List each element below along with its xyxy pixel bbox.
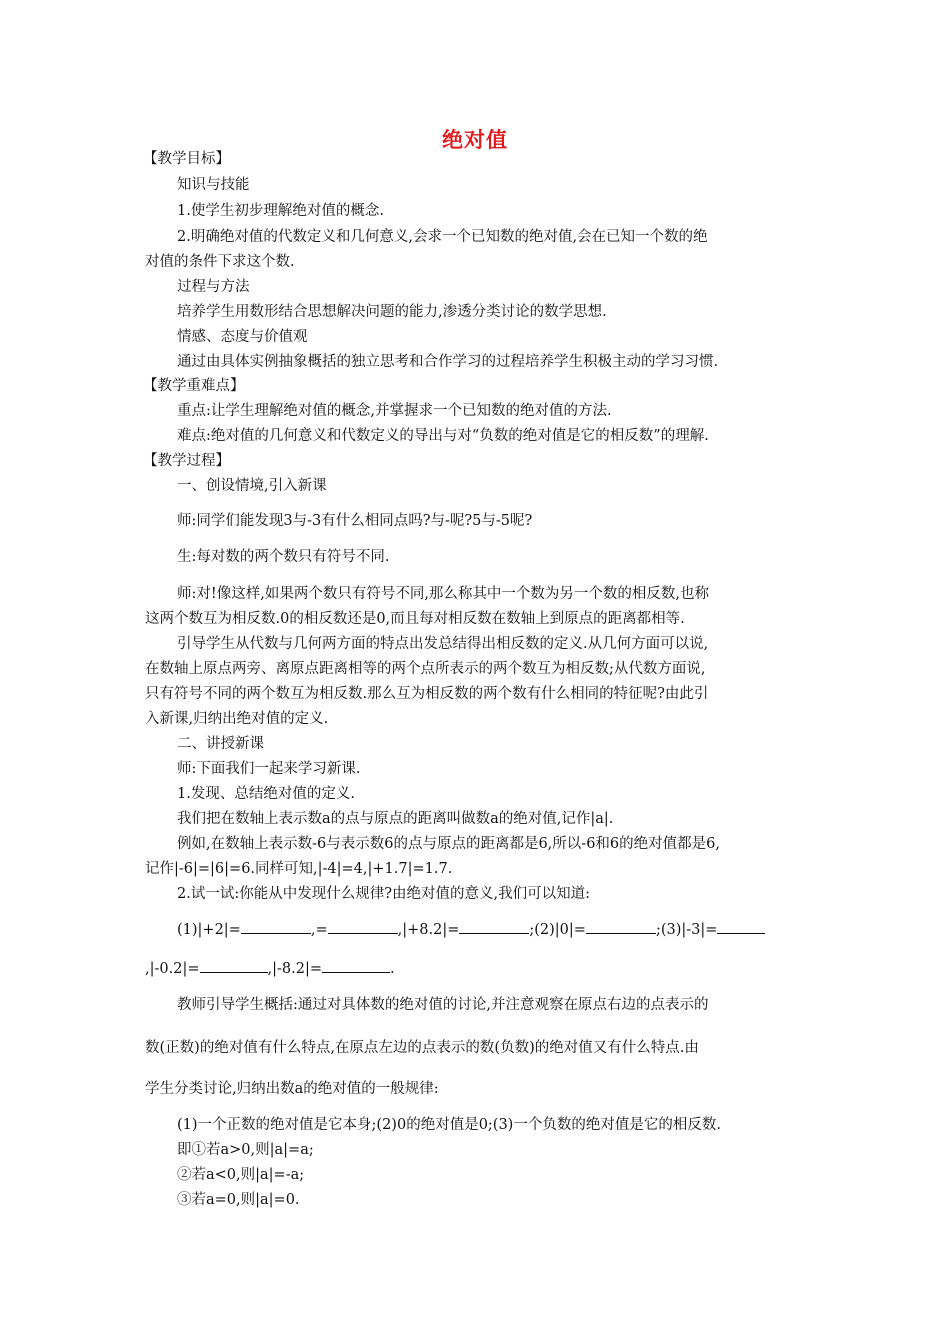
document-title: 绝对值 (442, 128, 508, 152)
rule-case-zero: ③若a=0,则|a|=0. (177, 1192, 300, 1208)
subheading-knowledge-skills: 知识与技能 (177, 177, 250, 193)
rule-case-negative: ②若a<0,则|a|=-a; (177, 1167, 305, 1183)
exercise-text: ,= (310, 922, 328, 938)
paragraph-line: 2.试一试:你能从中发现什么规律?由绝对值的意义,我们可以知道: (177, 886, 590, 902)
rule-summary: (1)一个正数的绝对值是它本身;(2)0的绝对值是0;(3)一个负数的绝对值是它的相反数. (177, 1117, 721, 1133)
paragraph-line: 这两个数互为相反数.0的相反数还是0,而且每对相反数在数轴上到原点的距离都相等. (145, 611, 685, 627)
paragraph-line: 师:对!像这样,如果两个数只有符号不同,那么称其中一个数为另一个数的相反数,也称 (177, 586, 710, 602)
subheading-process-method: 过程与方法 (177, 279, 250, 295)
paragraph-line: 通过由具体实例抽象概括的独立思考和合作学习的过程培养学生积极主动的学习习惯. (177, 354, 719, 370)
answer-blank[interactable] (200, 958, 268, 973)
paragraph-line: 1.发现、总结绝对值的定义. (177, 786, 355, 802)
paragraph-line: 引导学生从代数与几何两方面的特点出发总结得出相反数的定义.从几何方面可以说, (177, 636, 709, 652)
rule-case-positive: 即①若a>0,则|a|=a; (177, 1142, 314, 1158)
exercise-text: ;(3)|-3|= (655, 922, 718, 938)
section-heading-key-points: 【教学重难点】 (143, 378, 245, 394)
answer-blank[interactable] (241, 919, 311, 934)
subheading-part-two: 二、讲授新课 (177, 736, 264, 752)
paragraph-line: 记作|-6|=|6|=6.同样可知,|-4|=4,|+1.7|=1.7. (145, 861, 453, 877)
paragraph-line: 师:下面我们一起来学习新课. (177, 761, 361, 777)
paragraph-line: 难点:绝对值的几何意义和代数定义的导出与对“负数的绝对值是它的相反数”的理解. (177, 428, 709, 444)
exercise-line-1 (177, 919, 765, 940)
answer-blank[interactable] (322, 958, 390, 973)
paragraph-line: 培养学生用数形结合思想解决问题的能力,渗透分类讨论的数学思想. (177, 304, 607, 320)
exercise-text: ,|-0.2|= (145, 961, 200, 977)
paragraph-line: 2.明确绝对值的代数定义和几何意义,会求一个已知数的绝对值,会在已知一个数的绝 (177, 229, 708, 245)
paragraph-line: 学生分类讨论,归纳出数a的绝对值的一般规律: (145, 1081, 439, 1097)
exercise-line-2 (145, 958, 395, 979)
paragraph-line: 师:同学们能发现3与-3有什么相同点吗?与-呢?5与-5呢? (177, 513, 533, 529)
paragraph-line: 在数轴上原点两旁、离原点距离相等的两个点所表示的两个数互为相反数;从代数方面说, (145, 661, 706, 677)
subheading-part-one: 一、创设情境,引入新课 (177, 478, 327, 494)
paragraph-line: 例如,在数轴上表示数-6与表示数6的点与原点的距离都是6,所以-6和6的绝对值都是6, (177, 836, 720, 852)
exercise-text: . (390, 961, 395, 977)
paragraph-line: 生:每对数的两个数只有符号不同. (177, 549, 390, 565)
paragraph-line: 只有符号不同的两个数互为相反数.那么互为相反数的两个数有什么相同的特征呢?由此引 (145, 686, 709, 702)
paragraph-line: 1.使学生初步理解绝对值的概念. (177, 203, 384, 219)
paragraph-line: 对值的条件下求这个数. (145, 254, 295, 270)
exercise-text: ,|+8.2|= (397, 922, 460, 938)
paragraph-line: 重点:让学生理解绝对值的概念,并掌握求一个已知数的绝对值的方法. (177, 403, 612, 419)
answer-blank[interactable] (328, 919, 398, 934)
paragraph-line: 我们把在数轴上表示数a的点与原点的距离叫做数a的绝对值,记作|a|. (177, 811, 614, 827)
paragraph-line: 数(正数)的绝对值有什么特点,在原点左边的点表示的数(负数)的绝对值又有什么特点.由 (145, 1040, 699, 1056)
subheading-attitude-values: 情感、态度与价值观 (177, 329, 308, 345)
answer-blank[interactable] (717, 919, 765, 934)
exercise-text: (1)|+2|= (177, 922, 241, 938)
exercise-text: ;(2)|0|= (529, 922, 586, 938)
paragraph-line: 入新课,归纳出绝对值的定义. (145, 711, 329, 727)
section-heading-objectives: 【教学目标】 (143, 151, 230, 167)
paragraph-line: 教师引导学生概括:通过对具体数的绝对值的讨论,并注意观察在原点右边的点表示的 (177, 997, 709, 1013)
exercise-text: ,|-8.2|= (267, 961, 322, 977)
section-heading-process: 【教学过程】 (143, 453, 230, 469)
answer-blank[interactable] (586, 919, 656, 934)
answer-blank[interactable] (459, 919, 529, 934)
